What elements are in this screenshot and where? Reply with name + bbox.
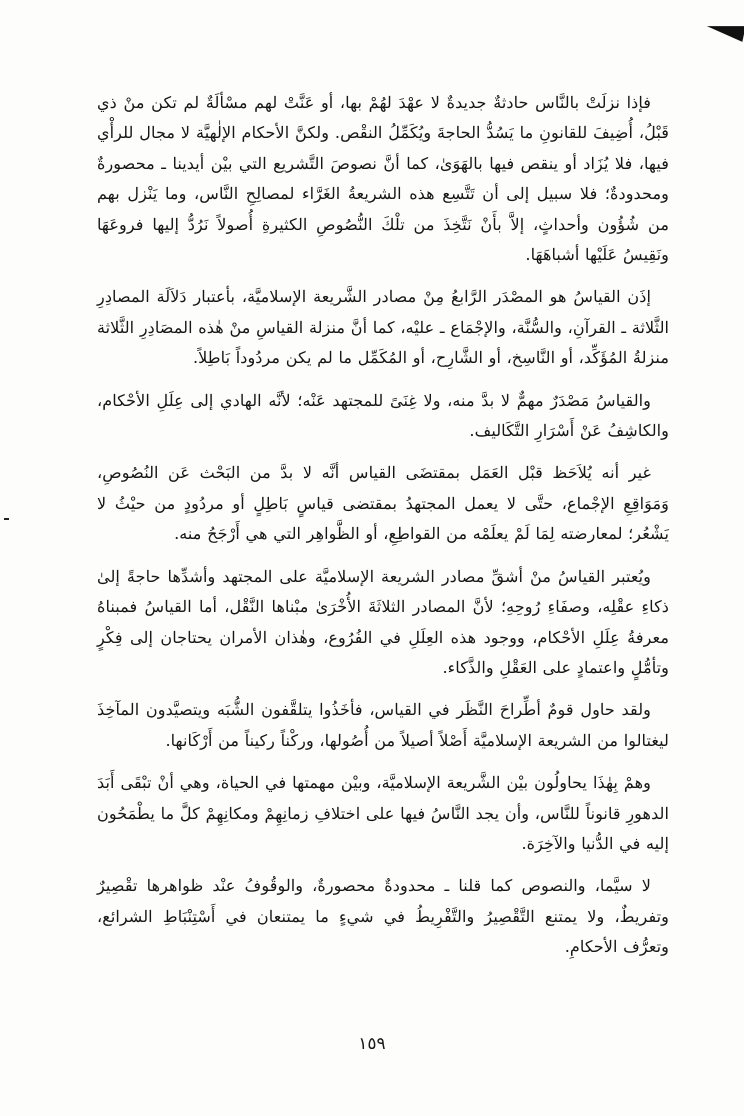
- paragraph: والقياسُ مَصْدَرٌ مهمٌّ لا بدَّ منه، ولا غِنَىً للمجتهد عَنْه؛ لأنَّه الهادي إلى عِلَلِ الأحْكام، والكاشِفُ عَنْ أَسْرَارِ التَّكَاليف.: [97, 390, 669, 441]
- margin-mark: [4, 518, 9, 520]
- paragraph: فإذا نزلَتْ بالنَّاس حادثةٌ جديدةٌ لا عهْدَ لهُمْ بها، أو عَنَّتْ لهم مسْألَةٌ لم تكن منْ ذي قَبْلُ، أُضِيفَ للقانونِ ما يَسُدُّ الحاجةَ ويُكَمِّلُ النقْص. ولكنَّ الأحكام الإلٰهيَّة لا مجال للرأْي فيها، فلا يُزَاد أو ينقص فيها بالهَوَىٰ، كما أنَّ نصوصَ التَّشريع التي بيْن أيدينا ـ محصورةٌ ومحدودةٌ؛ فلا سبيل إلى أن تَتَّسِع هذه الشريعةُ الغَرَّاء لمصالِحِ النَّاس، وما يَنْزل بهم من شُؤُون وأحداثٍ، إلاَّ بأَنْ نَتَّخِذَ من تلْكَ النُّصُوصِ الكثيرةِ أُصولاً نَرُدُّ إليها فروعَهَا ونَقِيسُ عَلَيْها أشباهَهَا.: [97, 93, 669, 265]
- paragraph: إذَن القياسُ هو المصْدَر الرَّابعُ مِنْ مصادر الشَّريعة الإسلاميَّة، بأعتبار دَلاَلَة المصادِرِ الثَّلاثة ـ القرآنِ، والسُّنَّة، والإجْمَاع ـ عليْه، كما أنَّ منزلة القياسِ منْ هٰذه المصَادِرِ الثَّلاثة منزلةُ المُؤَكِّد، أو النَّاسِخ، أو الشَّارِح، أو المُكَمِّل ما لم يكن مردُوداً بَاطِلاً.: [97, 287, 669, 368]
- page-text-body: [97, 88, 669, 975]
- paragraph: غير أنه يُلاَحَظ قبْل العَمَل بمقتضَى القياس أنَّه لا بدَّ من البَحْث عَن النُصُوصِ، وَمَوَاقِعِ الإجْماع، حتَّى لا يعمل المجتهدُ بمقتضى قياسٍ بَاطِلٍ أو مردُودٍ من حيْثُ لا يَشْعُر؛ لمعارضته لِمَا لَمْ يعلَمْه من القواطِعِ، أو الظَّواهِر التي هي أَرْجَحُ منه.: [97, 463, 669, 544]
- paragraph: وهمْ بِهٰذَا يحاولُون بيْن الشَّريعة الإسلاميَّة، وبيْن مهمتها في الحياة، وهي أنْ تبْقَى أَبَدَ الدهورِ قانوناً للنَّاس، وأن يجد النَّاسُ فيها على اختلافِ زمانِهِمْ ومكانِهِمْ كلَّ ما يطْمَحُون إليه في الدُّنيا والآخِرَة.: [97, 773, 669, 853]
- page-corner-mark: [705, 18, 744, 42]
- paragraph: ويُعتبر القياسُ منْ أشقِّ مصادر الشريعة الإسلاميَّة على المجتهد وأشدِّها حاجةً إلىٰ ذكاءِ عقْلِه، وصفَاءِ رُوحِهِ؛ لأنَّ المصادر الثلاثَةَ الأُخْرَىٰ مبْناها النَّقْل، أما القياسُ فمبناهُ معرفةُ عِلَلِ الأحْكام، ووجود هذه العِلَلِ في الفُرُوع، وهٰذان الأمران يحتاجان إلى فِكْرٍ وتأمُّلٍ واعتمادٍ على العَقْلِ والذَّكاء.: [97, 566, 669, 677]
- paragraph: ولقد حاول قومٌ أطِّراحَ النَّظَر في القياس، فأخَذُوا يتلقَّفون الشُّبَه ويتصيَّدون المآخِذَ ليغتالوا من الشريعة الإسلاميَّة أَصْلاً أصيلاً من أُصُولها، وركْناً ركيناً من أَرْكَانها.: [97, 700, 669, 750]
- page-number: ١٥٩: [358, 1034, 386, 1054]
- paragraph: لا سيَّما، والنصوص كما قلنا ـ محدودةٌ محصورةٌ، والوقُوفُ عنْد ظواهرها تقْصِيرٌ وتفريطٌ، ولا يمتنع التَّقْصِيرُ والتَّفْرِيطُ في شيءٍ ما يمتنعان في أَسْتِنْبَاطِ الشرائع، وتعرُّف الأحكامِ.: [97, 876, 669, 957]
